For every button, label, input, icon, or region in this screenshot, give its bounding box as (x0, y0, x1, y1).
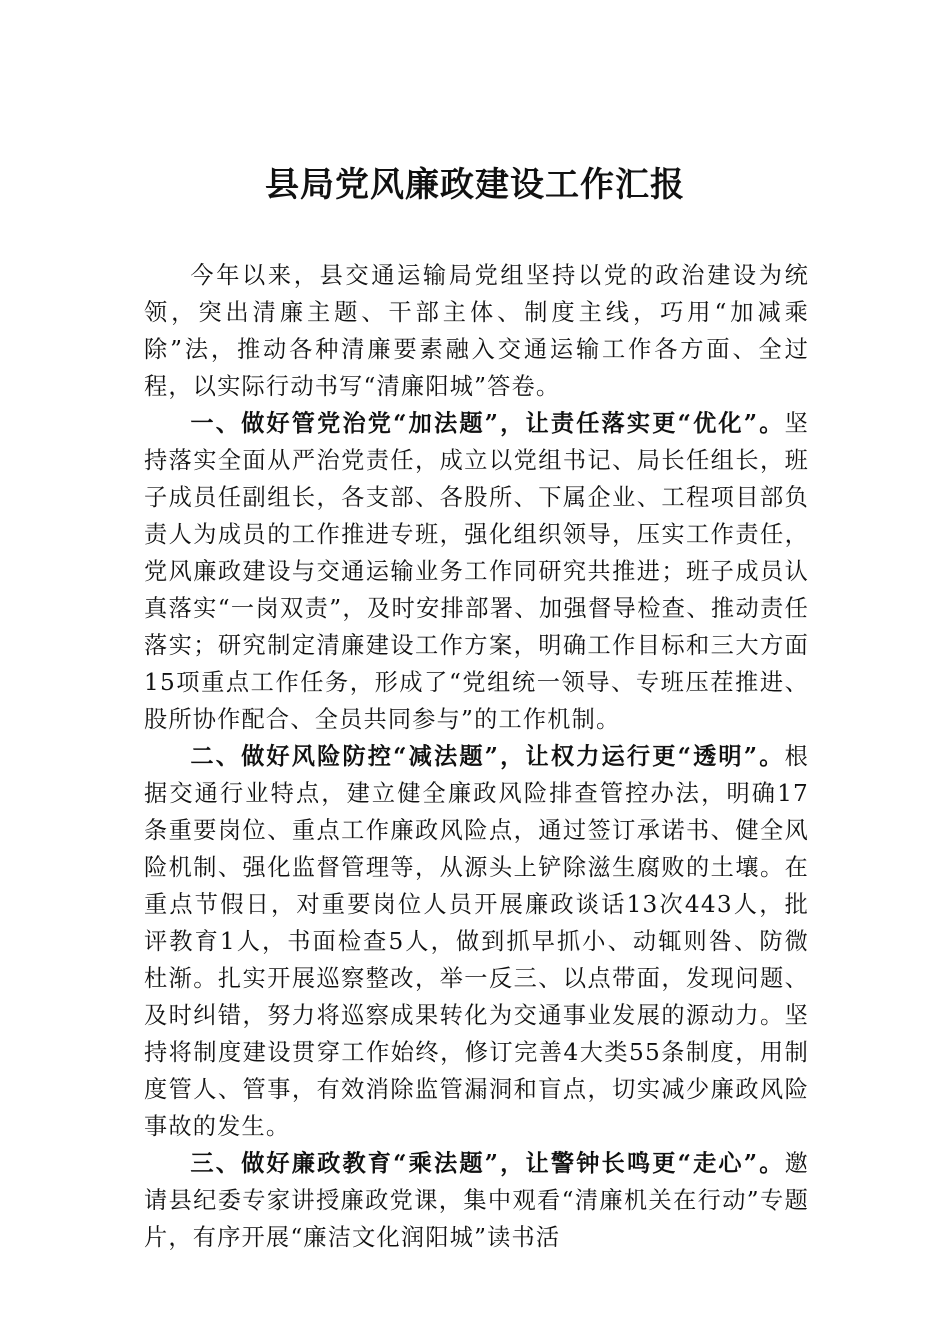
section-body-1: 坚持落实全面从严治党责任，成立以党组书记、局长任组长，班子成员任副组长，各支部、各股所、下属企业、工程项目部负责人为成员的工作推进专班，强化组织领导，压实工作责任，党风廉政建设与交通运输业务工作同研究共推进；班子成员认真落实“一岗双责”，及时安排部署、加强督导检查、推动责任落实；研究制定清廉建设工作方案，明确工作目标和三大方面15项重点工作任务，形成了“党组统一领导、专班压茬推进、股所协作配合、全员共同参与”的工作机制。 (144, 410, 809, 733)
document-body (144, 257, 809, 1256)
section-paragraph-1 (144, 405, 809, 738)
section-paragraph-2 (144, 738, 809, 1145)
section-heading-1: 一、做好管党治党“加法题”，让责任落实更“优化”。 (190, 410, 785, 437)
section-body-3: 邀请县纪委专家讲授廉政党课，集中观看“清廉机关在行动”专题片，有序开展“廉洁文化润阳城”读书活 (144, 1150, 809, 1251)
section-paragraph-3 (144, 1145, 809, 1256)
intro-paragraph: 今年以来，县交通运输局党组坚持以党的政治建设为统领，突出清廉主题、干部主体、制度主线，巧用“加减乘除”法，推动各种清廉要素融入交通运输工作各方面、全过程，以实际行动书写“清廉阳城”答卷。 (144, 262, 809, 400)
section-body-2: 根据交通行业特点，建立健全廉政风险排查管控办法，明确17条重要岗位、重点工作廉政风险点，通过签订承诺书、健全风险机制、强化监督管理等，从源头上铲除滋生腐败的土壤。在重点节假日，对重要岗位人员开展廉政谈话13次443人，批评教育1人，书面检查5人，做到抓早抓小、动辄则咎、防微杜渐。扎实开展巡察整改，举一反三、以点带面，发现问题、及时纠错，努力将巡察成果转化为交通事业发展的源动力。坚持将制度建设贯穿工作始终，修订完善4大类55条制度，用制度管人、管事，有效消除监管漏洞和盲点，切实减少廉政风险事故的发生。 (144, 743, 809, 1140)
section-heading-3: 三、做好廉政教育“乘法题”，让警钟长鸣更“走心”。 (190, 1150, 785, 1177)
document-title: 县局党风廉政建设工作汇报 (265, 165, 685, 205)
section-heading-2: 二、做好风险防控“减法题”，让权力运行更“透明”。 (190, 743, 785, 770)
